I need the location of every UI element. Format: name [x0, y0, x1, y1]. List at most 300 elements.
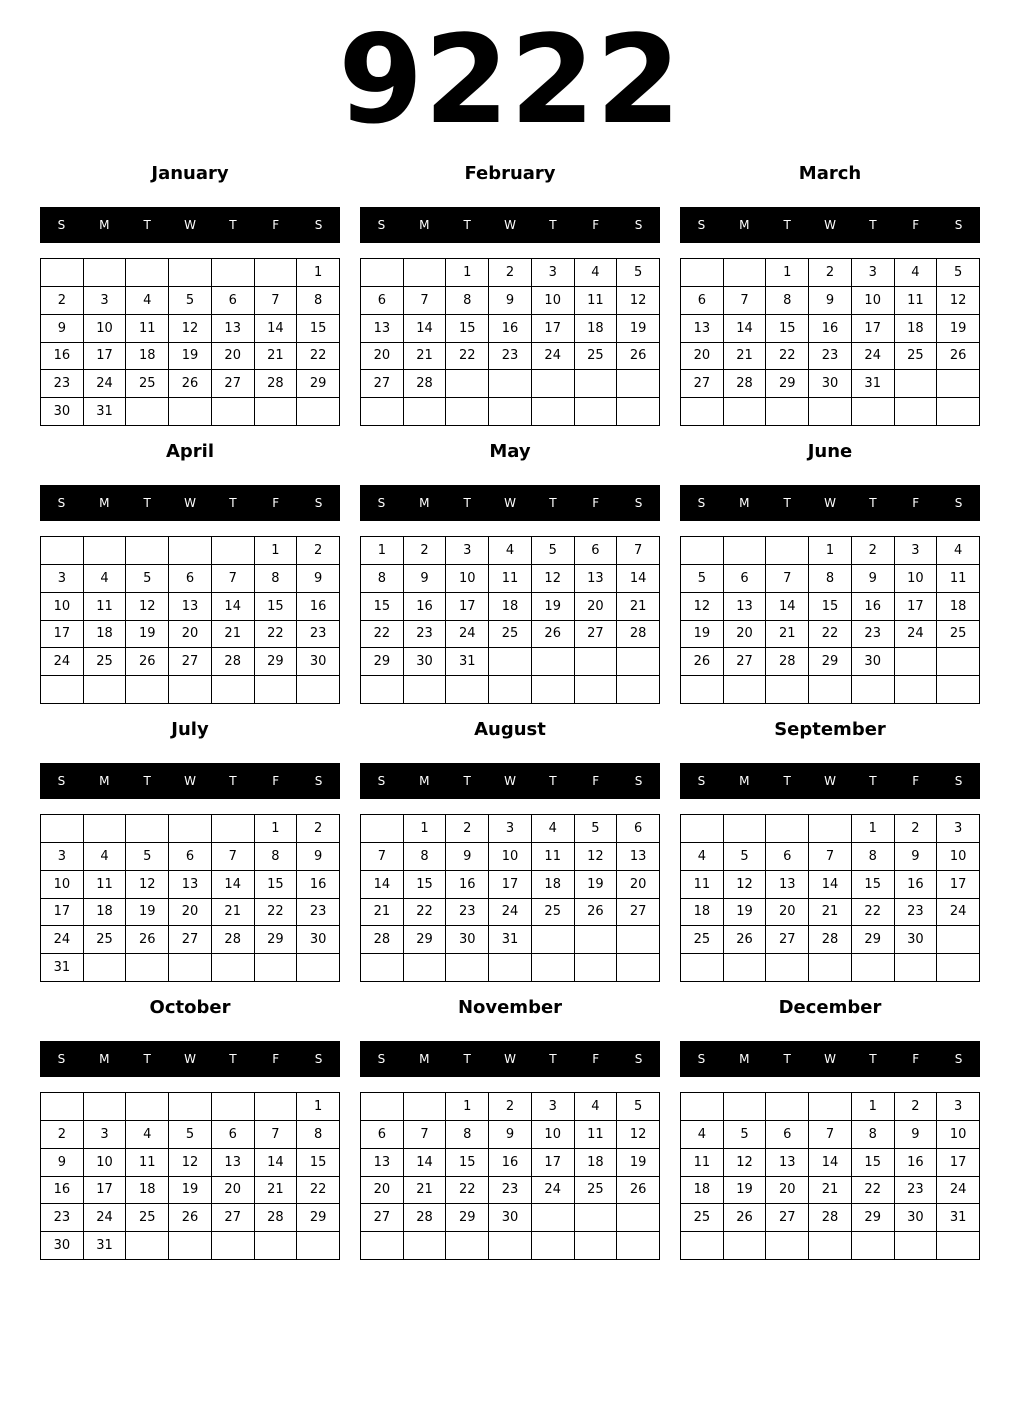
empty-day-cell [126, 954, 169, 982]
day-cell: 28 [724, 370, 767, 398]
day-cell: 15 [852, 1149, 895, 1177]
day-cell: 8 [446, 287, 489, 315]
day-cell: 4 [532, 815, 575, 843]
empty-day-cell [617, 1204, 660, 1232]
empty-day-cell [41, 815, 84, 843]
day-cell: 28 [212, 926, 255, 954]
day-cell: 28 [255, 1204, 298, 1232]
day-cell: 8 [766, 287, 809, 315]
empty-day-cell [617, 1232, 660, 1260]
day-cell: 26 [169, 370, 212, 398]
empty-day-cell [766, 1232, 809, 1260]
day-cell: 19 [724, 1177, 767, 1205]
day-cell: 20 [575, 593, 618, 621]
empty-day-cell [681, 259, 724, 287]
day-grid [40, 536, 340, 704]
day-cell: 30 [297, 926, 340, 954]
empty-day-cell [126, 537, 169, 565]
empty-day-cell [489, 954, 532, 982]
day-cell: 5 [617, 259, 660, 287]
empty-day-cell [681, 815, 724, 843]
day-cell: 12 [617, 287, 660, 315]
weekday-label: M [99, 496, 110, 510]
weekday-label: M [739, 1052, 750, 1066]
empty-day-cell [766, 815, 809, 843]
empty-day-cell [41, 259, 84, 287]
day-cell: 16 [895, 1149, 938, 1177]
empty-day-cell [489, 398, 532, 426]
day-cell: 31 [446, 648, 489, 676]
day-cell: 18 [126, 1177, 169, 1205]
day-cell: 24 [446, 621, 489, 649]
weekday-label: T [463, 774, 471, 788]
day-cell: 1 [446, 259, 489, 287]
day-cell: 17 [532, 315, 575, 343]
weekday-label: F [592, 496, 600, 510]
day-cell: 12 [532, 565, 575, 593]
day-cell: 22 [446, 1177, 489, 1205]
day-cell: 17 [446, 593, 489, 621]
day-grid [40, 1092, 340, 1260]
empty-day-cell [361, 1093, 404, 1121]
day-cell: 26 [126, 926, 169, 954]
day-cell: 14 [809, 1149, 852, 1177]
day-cell: 20 [361, 343, 404, 371]
day-cell: 11 [84, 871, 127, 899]
day-cell: 25 [575, 343, 618, 371]
weekday-label: W [824, 774, 836, 788]
empty-day-cell [297, 954, 340, 982]
day-cell: 9 [489, 287, 532, 315]
day-cell: 2 [489, 259, 532, 287]
weekday-label: T [783, 774, 791, 788]
day-cell: 26 [617, 1177, 660, 1205]
empty-day-cell [575, 954, 618, 982]
empty-day-cell [212, 1093, 255, 1121]
day-cell: 25 [489, 621, 532, 649]
day-cell: 22 [404, 899, 447, 927]
empty-day-cell [404, 954, 447, 982]
day-cell: 16 [41, 343, 84, 371]
empty-day-cell [446, 676, 489, 704]
empty-day-cell [895, 648, 938, 676]
empty-day-cell [766, 1093, 809, 1121]
empty-day-cell [404, 259, 447, 287]
weekday-label: T [549, 218, 557, 232]
empty-day-cell [937, 954, 980, 982]
weekday-label: W [824, 496, 836, 510]
day-cell: 16 [446, 871, 489, 899]
day-cell: 26 [126, 648, 169, 676]
weekday-label: T [783, 1052, 791, 1066]
empty-day-cell [126, 815, 169, 843]
empty-day-cell [361, 815, 404, 843]
day-cell: 30 [895, 1204, 938, 1232]
month-name: March [798, 163, 862, 184]
day-cell: 3 [532, 1093, 575, 1121]
weekday-label: M [99, 774, 110, 788]
weekday-label: T [463, 1052, 471, 1066]
day-cell: 12 [937, 287, 980, 315]
empty-day-cell [532, 1232, 575, 1260]
day-cell: 7 [617, 537, 660, 565]
weekday-label: T [869, 496, 877, 510]
weekday-label: T [143, 1052, 151, 1066]
day-cell: 1 [809, 537, 852, 565]
day-cell: 17 [852, 315, 895, 343]
day-cell: 13 [724, 593, 767, 621]
day-cell: 21 [255, 343, 298, 371]
day-cell: 11 [575, 287, 618, 315]
day-cell: 11 [126, 315, 169, 343]
day-cell: 14 [212, 871, 255, 899]
day-cell: 30 [489, 1204, 532, 1232]
day-cell: 21 [255, 1177, 298, 1205]
day-cell: 23 [852, 621, 895, 649]
day-cell: 16 [41, 1177, 84, 1205]
day-cell: 11 [84, 593, 127, 621]
day-cell: 8 [404, 843, 447, 871]
day-cell: 20 [361, 1177, 404, 1205]
day-cell: 20 [617, 871, 660, 899]
day-cell: 19 [575, 871, 618, 899]
day-cell: 17 [84, 343, 127, 371]
day-cell: 3 [41, 843, 84, 871]
empty-day-cell [489, 676, 532, 704]
day-cell: 29 [255, 926, 298, 954]
empty-day-cell [212, 1232, 255, 1260]
day-cell: 10 [895, 565, 938, 593]
day-cell: 23 [41, 370, 84, 398]
day-cell: 20 [724, 621, 767, 649]
day-cell: 4 [895, 259, 938, 287]
day-cell: 2 [895, 815, 938, 843]
day-cell: 16 [404, 593, 447, 621]
day-cell: 6 [617, 815, 660, 843]
month-name: May [489, 441, 531, 462]
day-cell: 12 [724, 1149, 767, 1177]
empty-day-cell [724, 259, 767, 287]
day-cell: 21 [212, 621, 255, 649]
day-cell: 27 [617, 899, 660, 927]
weekday-label: W [184, 774, 196, 788]
empty-day-cell [169, 1093, 212, 1121]
day-cell: 18 [681, 899, 724, 927]
day-cell: 18 [84, 621, 127, 649]
weekday-label: F [272, 218, 280, 232]
day-cell: 15 [766, 315, 809, 343]
day-cell: 22 [297, 1177, 340, 1205]
empty-day-cell [212, 259, 255, 287]
day-cell: 1 [297, 259, 340, 287]
empty-day-cell [41, 1093, 84, 1121]
day-cell: 8 [852, 1121, 895, 1149]
day-cell: 14 [617, 565, 660, 593]
weekday-label: T [143, 774, 151, 788]
day-cell: 30 [404, 648, 447, 676]
empty-day-cell [575, 1232, 618, 1260]
day-cell: 16 [297, 871, 340, 899]
day-cell: 7 [255, 1121, 298, 1149]
day-cell: 14 [404, 315, 447, 343]
day-cell: 17 [532, 1149, 575, 1177]
day-cell: 20 [169, 899, 212, 927]
day-cell: 10 [852, 287, 895, 315]
weekday-label: W [504, 1052, 516, 1066]
day-cell: 13 [361, 1149, 404, 1177]
weekday-label: W [824, 1052, 836, 1066]
weekday-label: W [184, 218, 196, 232]
day-cell: 2 [489, 1093, 532, 1121]
day-cell: 25 [575, 1177, 618, 1205]
day-cell: 29 [852, 1204, 895, 1232]
day-cell: 5 [681, 565, 724, 593]
empty-day-cell [724, 815, 767, 843]
weekday-label: T [463, 218, 471, 232]
day-cell: 19 [681, 621, 724, 649]
weekday-label: T [229, 218, 237, 232]
day-cell: 25 [937, 621, 980, 649]
day-cell: 31 [41, 954, 84, 982]
day-cell: 13 [617, 843, 660, 871]
day-cell: 28 [361, 926, 404, 954]
weekday-header [360, 485, 660, 521]
weekday-label: M [739, 496, 750, 510]
day-cell: 12 [724, 871, 767, 899]
day-cell: 18 [895, 315, 938, 343]
day-cell: 21 [404, 1177, 447, 1205]
day-cell: 11 [575, 1121, 618, 1149]
day-cell: 27 [681, 370, 724, 398]
day-cell: 11 [532, 843, 575, 871]
empty-day-cell [681, 676, 724, 704]
day-cell: 29 [297, 1204, 340, 1232]
day-cell: 1 [852, 815, 895, 843]
weekday-label: F [912, 496, 920, 510]
day-cell: 2 [404, 537, 447, 565]
day-cell: 1 [297, 1093, 340, 1121]
day-cell: 19 [169, 1177, 212, 1205]
day-cell: 22 [852, 899, 895, 927]
day-cell: 11 [937, 565, 980, 593]
day-cell: 2 [297, 815, 340, 843]
day-cell: 24 [532, 343, 575, 371]
empty-day-cell [446, 954, 489, 982]
weekday-header [360, 763, 660, 799]
day-cell: 4 [126, 1121, 169, 1149]
day-cell: 16 [895, 871, 938, 899]
day-cell: 1 [255, 815, 298, 843]
day-cell: 12 [681, 593, 724, 621]
day-cell: 3 [937, 815, 980, 843]
day-cell: 9 [404, 565, 447, 593]
day-cell: 15 [446, 1149, 489, 1177]
empty-day-cell [361, 259, 404, 287]
day-cell: 4 [84, 565, 127, 593]
day-cell: 27 [361, 370, 404, 398]
day-cell: 6 [169, 565, 212, 593]
day-cell: 12 [126, 593, 169, 621]
day-cell: 29 [446, 1204, 489, 1232]
empty-day-cell [126, 1093, 169, 1121]
day-cell: 28 [809, 1204, 852, 1232]
empty-day-cell [937, 370, 980, 398]
day-cell: 30 [297, 648, 340, 676]
empty-day-cell [41, 537, 84, 565]
day-cell: 16 [852, 593, 895, 621]
day-cell: 19 [724, 899, 767, 927]
weekday-label: T [549, 1052, 557, 1066]
day-cell: 22 [255, 621, 298, 649]
weekday-label: S [634, 496, 643, 510]
day-cell: 8 [446, 1121, 489, 1149]
day-cell: 2 [446, 815, 489, 843]
day-cell: 12 [617, 1121, 660, 1149]
weekday-label: S [954, 496, 963, 510]
day-cell: 13 [575, 565, 618, 593]
day-cell: 16 [489, 1149, 532, 1177]
day-grid [40, 814, 340, 982]
weekday-label: S [314, 218, 323, 232]
weekday-label: M [99, 218, 110, 232]
day-cell: 16 [809, 315, 852, 343]
day-cell: 28 [617, 621, 660, 649]
day-cell: 29 [766, 370, 809, 398]
day-cell: 26 [617, 343, 660, 371]
day-cell: 25 [84, 648, 127, 676]
day-cell: 3 [895, 537, 938, 565]
day-cell: 26 [532, 621, 575, 649]
day-cell: 10 [937, 1121, 980, 1149]
day-cell: 8 [297, 1121, 340, 1149]
empty-day-cell [809, 815, 852, 843]
day-cell: 17 [84, 1177, 127, 1205]
empty-day-cell [852, 676, 895, 704]
day-cell: 3 [446, 537, 489, 565]
day-cell: 4 [575, 259, 618, 287]
day-cell: 22 [297, 343, 340, 371]
day-cell: 27 [169, 926, 212, 954]
day-cell: 28 [255, 370, 298, 398]
day-cell: 23 [895, 1177, 938, 1205]
day-cell: 4 [681, 1121, 724, 1149]
day-grid [360, 258, 660, 426]
empty-day-cell [255, 676, 298, 704]
weekday-header [680, 207, 980, 243]
weekday-label: W [504, 774, 516, 788]
weekday-label: M [419, 1052, 430, 1066]
day-cell: 24 [937, 1177, 980, 1205]
weekday-label: T [229, 1052, 237, 1066]
day-cell: 3 [41, 565, 84, 593]
day-cell: 28 [766, 648, 809, 676]
weekday-label: T [869, 774, 877, 788]
day-cell: 7 [809, 1121, 852, 1149]
empty-day-cell [361, 398, 404, 426]
day-cell: 10 [41, 593, 84, 621]
empty-day-cell [724, 1232, 767, 1260]
day-cell: 19 [617, 315, 660, 343]
day-cell: 25 [681, 1204, 724, 1232]
empty-day-cell [84, 537, 127, 565]
day-cell: 31 [852, 370, 895, 398]
day-cell: 10 [41, 871, 84, 899]
empty-day-cell [212, 676, 255, 704]
day-cell: 30 [852, 648, 895, 676]
day-cell: 23 [41, 1204, 84, 1232]
day-cell: 18 [84, 899, 127, 927]
empty-day-cell [84, 676, 127, 704]
day-cell: 4 [489, 537, 532, 565]
day-cell: 2 [41, 287, 84, 315]
day-cell: 21 [724, 343, 767, 371]
day-cell: 18 [575, 315, 618, 343]
empty-day-cell [937, 398, 980, 426]
day-cell: 5 [126, 565, 169, 593]
empty-day-cell [532, 926, 575, 954]
day-cell: 5 [169, 287, 212, 315]
empty-day-cell [617, 370, 660, 398]
day-cell: 23 [489, 1177, 532, 1205]
day-cell: 10 [937, 843, 980, 871]
month-name: February [464, 163, 556, 184]
day-cell: 31 [489, 926, 532, 954]
weekday-header [40, 763, 340, 799]
weekday-label: T [783, 496, 791, 510]
day-cell: 29 [255, 648, 298, 676]
day-grid [360, 536, 660, 704]
day-cell: 22 [852, 1177, 895, 1205]
empty-day-cell [681, 1093, 724, 1121]
empty-day-cell [297, 398, 340, 426]
weekday-label: F [912, 1052, 920, 1066]
day-cell: 1 [766, 259, 809, 287]
day-cell: 9 [489, 1121, 532, 1149]
day-cell: 21 [361, 899, 404, 927]
empty-day-cell [937, 676, 980, 704]
day-cell: 6 [681, 287, 724, 315]
weekday-label: S [954, 218, 963, 232]
day-cell: 24 [937, 899, 980, 927]
weekday-label: W [184, 1052, 196, 1066]
day-cell: 17 [489, 871, 532, 899]
day-cell: 27 [724, 648, 767, 676]
empty-day-cell [937, 648, 980, 676]
day-cell: 14 [361, 871, 404, 899]
day-cell: 25 [532, 899, 575, 927]
day-cell: 18 [532, 871, 575, 899]
day-cell: 5 [724, 1121, 767, 1149]
empty-day-cell [681, 398, 724, 426]
day-cell: 8 [809, 565, 852, 593]
day-cell: 15 [297, 315, 340, 343]
empty-day-cell [212, 398, 255, 426]
weekday-header [40, 485, 340, 521]
weekday-header [680, 763, 980, 799]
empty-day-cell [681, 1232, 724, 1260]
empty-day-cell [895, 954, 938, 982]
day-cell: 29 [809, 648, 852, 676]
day-cell: 9 [446, 843, 489, 871]
day-cell: 3 [937, 1093, 980, 1121]
day-cell: 5 [126, 843, 169, 871]
empty-day-cell [532, 676, 575, 704]
day-cell: 9 [809, 287, 852, 315]
day-cell: 24 [532, 1177, 575, 1205]
day-cell: 17 [895, 593, 938, 621]
day-cell: 5 [575, 815, 618, 843]
day-cell: 8 [255, 843, 298, 871]
